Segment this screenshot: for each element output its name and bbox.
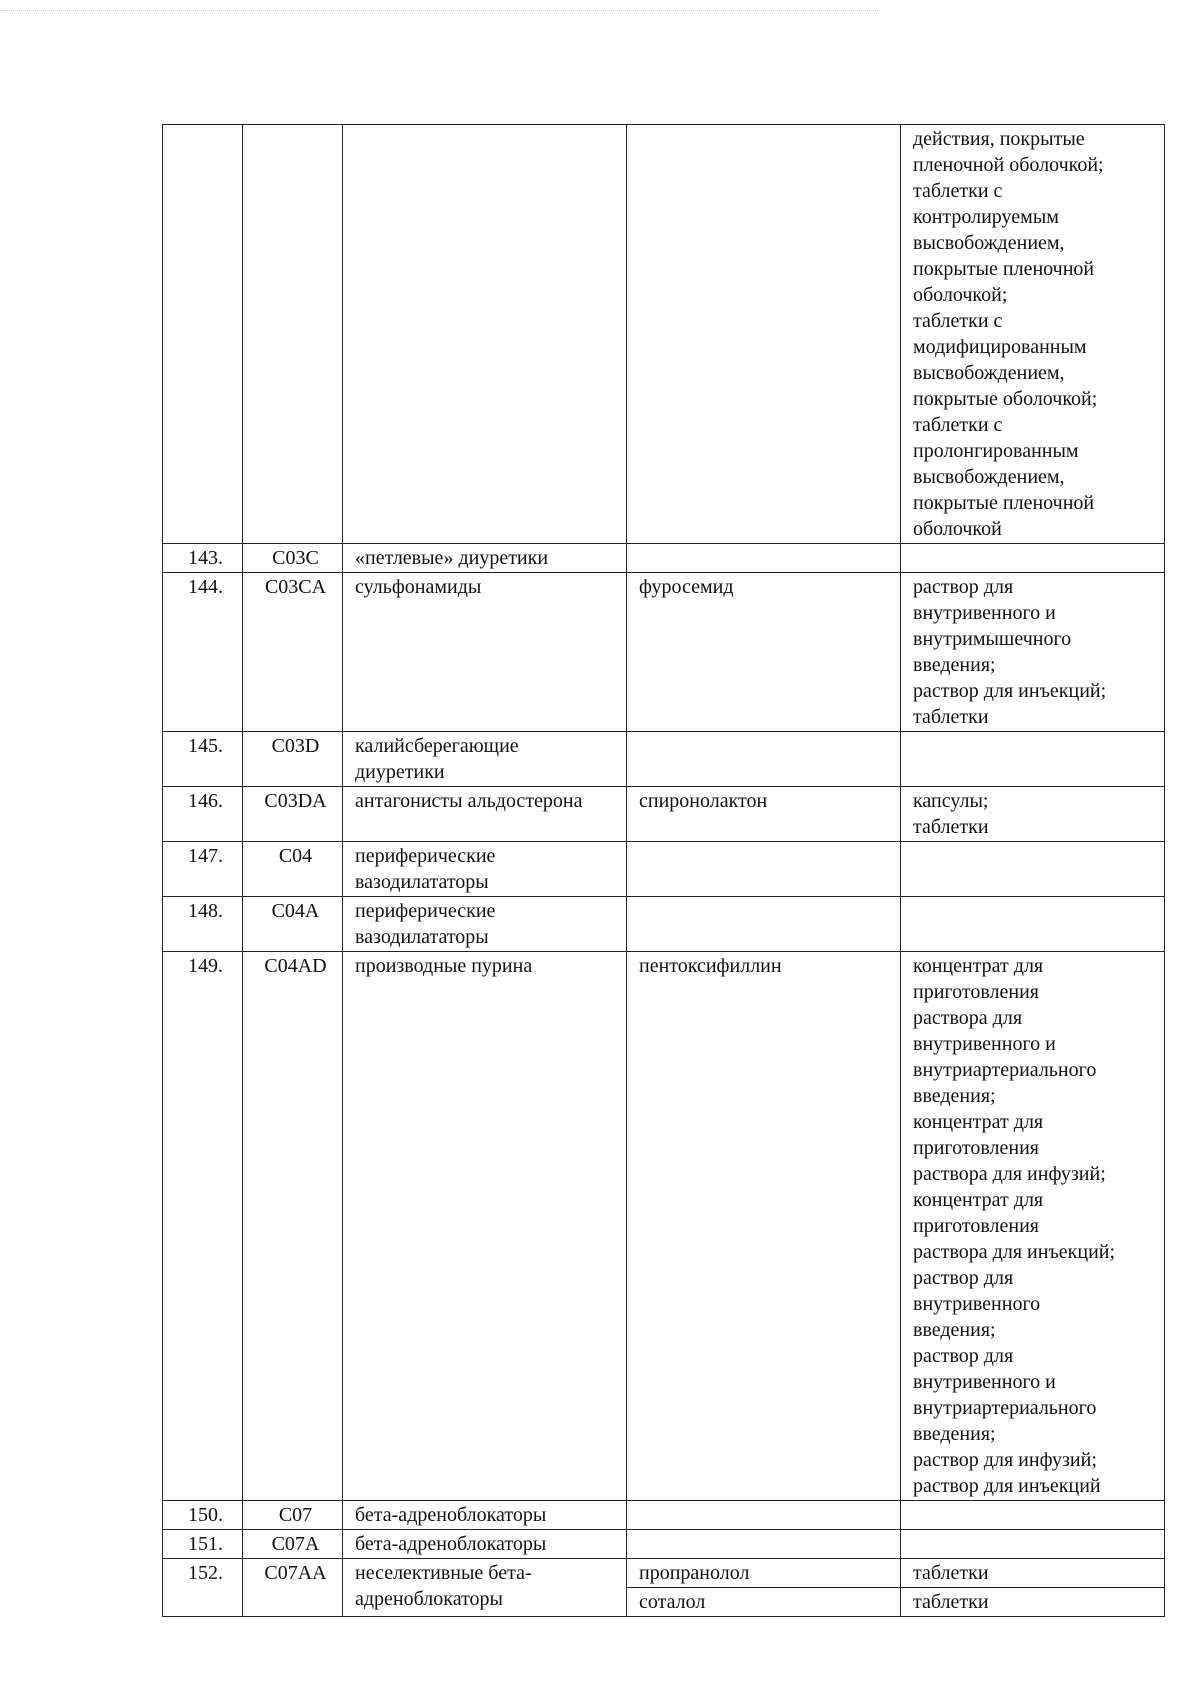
dosage-forms-line: таблетки с bbox=[913, 414, 1003, 436]
dosage-forms-line: введения; bbox=[913, 1319, 996, 1341]
dosage-forms-line: действия, покрытые bbox=[913, 128, 1085, 150]
medicine-name-line: спиронолактон bbox=[639, 790, 768, 812]
dosage-forms bbox=[901, 573, 1165, 732]
atc-code-line: C04A bbox=[271, 900, 320, 922]
row-number-line: 146. bbox=[188, 790, 223, 812]
atc-code-line: C07 bbox=[278, 1504, 313, 1526]
anatomic-therapeutic-group-line: вазодилататоры bbox=[355, 871, 489, 893]
row-number bbox=[163, 787, 243, 842]
table-row bbox=[163, 1501, 1165, 1530]
medicine-list-table bbox=[162, 124, 1165, 1617]
anatomic-therapeutic-group-line: неселективные бета- bbox=[355, 1562, 532, 1584]
dosage-forms bbox=[901, 1559, 1165, 1588]
dosage-forms bbox=[901, 897, 1165, 952]
row-number-line: 149. bbox=[188, 955, 223, 977]
anatomic-therapeutic-group bbox=[343, 1501, 627, 1530]
row-number-line: 150. bbox=[188, 1504, 223, 1526]
dosage-forms bbox=[901, 732, 1165, 787]
atc-code bbox=[243, 732, 343, 787]
dosage-forms-line: введения; bbox=[913, 654, 996, 676]
table-row bbox=[163, 952, 1165, 1501]
dosage-forms-line: раствора для bbox=[913, 1007, 1023, 1029]
anatomic-therapeutic-group-line: адреноблокаторы bbox=[355, 1588, 503, 1610]
atc-code bbox=[243, 573, 343, 732]
dosage-forms-line: таблетки с bbox=[913, 310, 1003, 332]
atc-code-line: C07AA bbox=[264, 1562, 327, 1584]
atc-code-line: C03D bbox=[271, 735, 320, 757]
atc-code bbox=[243, 1501, 343, 1530]
medicine-name bbox=[627, 1530, 901, 1559]
atc-code-line: C07A bbox=[271, 1533, 320, 1555]
medicine-name bbox=[627, 732, 901, 787]
table-row bbox=[163, 732, 1165, 787]
row-number bbox=[163, 544, 243, 573]
anatomic-therapeutic-group bbox=[343, 1530, 627, 1559]
anatomic-therapeutic-group bbox=[343, 952, 627, 1501]
row-number-line: 143. bbox=[188, 547, 223, 569]
atc-code bbox=[243, 897, 343, 952]
dosage-forms bbox=[901, 1588, 1165, 1617]
dosage-forms bbox=[901, 952, 1165, 1501]
anatomic-therapeutic-group-line: калийсберегающие bbox=[355, 735, 519, 757]
anatomic-therapeutic-group-line: бета-адреноблокаторы bbox=[355, 1533, 547, 1555]
table-row bbox=[163, 544, 1165, 573]
anatomic-therapeutic-group-line: периферические bbox=[355, 845, 496, 867]
anatomic-therapeutic-group bbox=[343, 573, 627, 732]
atc-code bbox=[243, 842, 343, 897]
dosage-forms-line: концентрат для bbox=[913, 1111, 1044, 1133]
dosage-forms-line: внутриартериального bbox=[913, 1397, 1097, 1419]
anatomic-therapeutic-group-line: производные пурина bbox=[355, 955, 533, 977]
medicine-name-line: фуросемид bbox=[639, 576, 734, 598]
table-body bbox=[163, 125, 1165, 1617]
atc-code bbox=[243, 544, 343, 573]
dosage-forms-line: пленочной оболочкой; bbox=[913, 154, 1104, 176]
row-number-line: 151. bbox=[188, 1533, 223, 1555]
medicine-name bbox=[627, 842, 901, 897]
atc-code bbox=[243, 787, 343, 842]
dosage-forms-line: внутривенного и bbox=[913, 1033, 1056, 1055]
scan-top-edge bbox=[0, 10, 880, 11]
dosage-forms-line: внутривенного и bbox=[913, 1371, 1056, 1393]
dosage-forms-line: приготовления bbox=[913, 1215, 1039, 1237]
anatomic-therapeutic-group bbox=[343, 1559, 627, 1617]
medicine-name bbox=[627, 1588, 901, 1617]
dosage-forms-line: оболочкой bbox=[913, 518, 1002, 540]
anatomic-therapeutic-group-line: антагонисты альдостерона bbox=[355, 790, 583, 812]
anatomic-therapeutic-group-line: периферические bbox=[355, 900, 496, 922]
row-number bbox=[163, 1559, 243, 1617]
dosage-forms-line: концентрат для bbox=[913, 955, 1044, 977]
medicine-name-line: соталол bbox=[639, 1591, 706, 1613]
medicine-name bbox=[627, 544, 901, 573]
dosage-forms-line: раствор для инъекций; bbox=[913, 680, 1107, 702]
dosage-forms-line: таблетки bbox=[913, 706, 989, 728]
table-row bbox=[163, 125, 1165, 544]
atc-code-line: C03CA bbox=[264, 576, 327, 598]
anatomic-therapeutic-group bbox=[343, 125, 627, 544]
row-number bbox=[163, 1530, 243, 1559]
dosage-forms-line: таблетки bbox=[913, 1591, 989, 1613]
dosage-forms-line: введения; bbox=[913, 1085, 996, 1107]
dosage-forms-line: покрытые оболочкой; bbox=[913, 388, 1098, 410]
dosage-forms bbox=[901, 125, 1165, 544]
anatomic-therapeutic-group-line: бета-адреноблокаторы bbox=[355, 1504, 547, 1526]
row-number bbox=[163, 1501, 243, 1530]
atc-code bbox=[243, 952, 343, 1501]
anatomic-therapeutic-group-line: диуретики bbox=[355, 761, 445, 783]
row-number-line: 144. bbox=[188, 576, 223, 598]
row-number-line: 148. bbox=[188, 900, 223, 922]
medicine-name bbox=[627, 125, 901, 544]
dosage-forms-line: внутриартериального bbox=[913, 1059, 1097, 1081]
anatomic-therapeutic-group bbox=[343, 544, 627, 573]
dosage-forms-line: оболочкой; bbox=[913, 284, 1008, 306]
row-number bbox=[163, 952, 243, 1501]
dosage-forms-line: высвобождением, bbox=[913, 466, 1065, 488]
row-number bbox=[163, 125, 243, 544]
dosage-forms bbox=[901, 544, 1165, 573]
row-number-line: 147. bbox=[188, 845, 223, 867]
medicine-name bbox=[627, 573, 901, 732]
medicine-name bbox=[627, 897, 901, 952]
medicine-name bbox=[627, 1559, 901, 1588]
dosage-forms-line: капсулы; bbox=[913, 790, 989, 812]
row-number bbox=[163, 732, 243, 787]
dosage-forms-line: раствор для инъекций bbox=[913, 1475, 1101, 1497]
atc-code bbox=[243, 125, 343, 544]
medicine-name bbox=[627, 787, 901, 842]
atc-code-line: C03DA bbox=[264, 790, 327, 812]
medicine-name-line: пропранолол bbox=[639, 1562, 750, 1584]
dosage-forms-line: модифицированным bbox=[913, 336, 1087, 358]
dosage-forms-line: покрытые пленочной bbox=[913, 492, 1095, 514]
dosage-forms-line: таблетки bbox=[913, 1562, 989, 1584]
dosage-forms-line: раствора для инъекций; bbox=[913, 1241, 1116, 1263]
dosage-forms-line: покрытые пленочной bbox=[913, 258, 1095, 280]
row-number-line: 152. bbox=[188, 1562, 223, 1584]
atc-code-line: C04AD bbox=[264, 955, 327, 977]
dosage-forms bbox=[901, 842, 1165, 897]
atc-code bbox=[243, 1530, 343, 1559]
dosage-forms-line: раствор для bbox=[913, 1267, 1014, 1289]
dosage-forms-line: раствор для bbox=[913, 1345, 1014, 1367]
dosage-forms-line: внутривенного и bbox=[913, 602, 1056, 624]
medicine-name bbox=[627, 1501, 901, 1530]
dosage-forms-line: концентрат для bbox=[913, 1189, 1044, 1211]
anatomic-therapeutic-group bbox=[343, 842, 627, 897]
dosage-forms bbox=[901, 1530, 1165, 1559]
table-row bbox=[163, 787, 1165, 842]
dosage-forms-line: приготовления bbox=[913, 981, 1039, 1003]
dosage-forms-line: внутривенного bbox=[913, 1293, 1041, 1315]
dosage-forms bbox=[901, 787, 1165, 842]
atc-code bbox=[243, 1559, 343, 1617]
anatomic-therapeutic-group bbox=[343, 897, 627, 952]
table-row bbox=[163, 1559, 1165, 1588]
anatomic-therapeutic-group-line: вазодилататоры bbox=[355, 926, 489, 948]
anatomic-therapeutic-group bbox=[343, 787, 627, 842]
dosage-forms bbox=[901, 1501, 1165, 1530]
table-row bbox=[163, 842, 1165, 897]
anatomic-therapeutic-group-line: «петлевые» диуретики bbox=[355, 547, 549, 569]
dosage-forms-line: высвобождением, bbox=[913, 362, 1065, 384]
row-number-line: 145. bbox=[188, 735, 223, 757]
dosage-forms-line: пролонгированным bbox=[913, 440, 1079, 462]
dosage-forms-line: раствор для инфузий; bbox=[913, 1449, 1097, 1471]
dosage-forms-line: внутримышечного bbox=[913, 628, 1072, 650]
table-row bbox=[163, 1530, 1165, 1559]
dosage-forms-line: контролируемым bbox=[913, 206, 1059, 228]
medicine-name bbox=[627, 952, 901, 1501]
atc-code-line: C04 bbox=[278, 845, 313, 867]
dosage-forms-line: приготовления bbox=[913, 1137, 1039, 1159]
atc-code-line: C03C bbox=[272, 547, 319, 569]
dosage-forms-line: введения; bbox=[913, 1423, 996, 1445]
table-row bbox=[163, 573, 1165, 732]
anatomic-therapeutic-group bbox=[343, 732, 627, 787]
dosage-forms-line: таблетки с bbox=[913, 180, 1003, 202]
dosage-forms-line: раствор для bbox=[913, 576, 1014, 598]
dosage-forms-line: раствора для инфузий; bbox=[913, 1163, 1106, 1185]
medicine-name-line: пентоксифиллин bbox=[639, 955, 782, 977]
table-row bbox=[163, 897, 1165, 952]
row-number bbox=[163, 573, 243, 732]
row-number bbox=[163, 842, 243, 897]
anatomic-therapeutic-group-line: сульфонамиды bbox=[355, 576, 482, 598]
dosage-forms-line: таблетки bbox=[913, 816, 989, 838]
dosage-forms-line: высвобождением, bbox=[913, 232, 1065, 254]
row-number bbox=[163, 897, 243, 952]
